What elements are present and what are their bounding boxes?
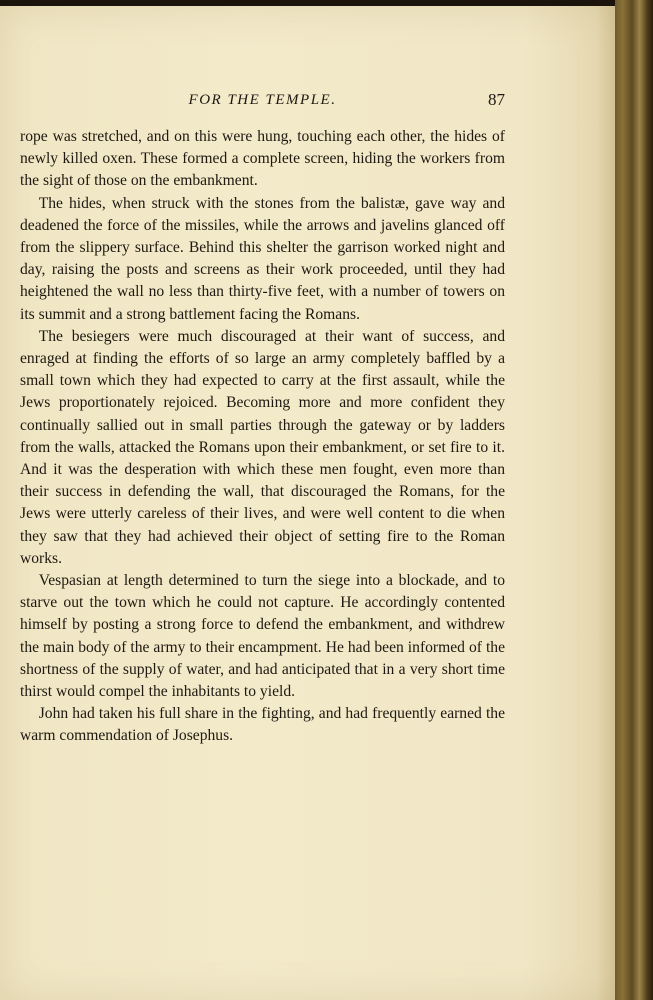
page-header <box>20 88 505 112</box>
paragraph: Vespasian at length determined to turn the siege into a blockade, and to starve out the town which he could not capture. He accordingly contented himself by posting a strong force to defend the embankment, and withdrew the main body of the army to their encampment. He had been informed of the shortness of the supply of water, and had anticipated that in a very short time thirst would compel the inhabitants to yield. <box>20 572 505 701</box>
paragraph: The hides, when struck with the stones from the balistæ, gave way and deadened the force of the missiles, while the arrows and javelins glanced off from the slippery surface. Behind this shelter the garrison worked night and day, raising the posts and screens as their work proceeded, until they had heightened the wall no less than thirty-five feet, with a number of towers on its summit and a strong battlement facing the Romans. <box>20 194 505 323</box>
page-number: 87 <box>488 90 505 109</box>
book-page <box>0 6 615 1000</box>
body-text <box>20 126 505 748</box>
paragraph: John had taken his full share in the fighting, and had frequently earned the warm commendation of Josephus. <box>20 705 505 745</box>
book-spine-edge <box>615 0 653 1000</box>
paragraph: The besiegers were much discouraged at their want of success, and enraged at finding the efforts of so large an army completely baffled by a small town which they had expected to carry at the first assault, while the Jews proportionately rejoiced. Becoming more and more confident they continually sallied out in small parties through the gateway or by ladders from the walls, attacked the Romans upon their embankment, or set fire to it. And it was the desperation with which these men fought, even more than their success in defending the wall, that discouraged the Romans, for the Jews were utterly careless of their lives, and were well content to die when they saw that they had achieved their object of setting fire to the Roman works. <box>20 327 505 567</box>
running-head: FOR THE TEMPLE. <box>188 92 337 108</box>
paragraph: rope was stretched, and on this were hung, touching each other, the hides of newly killed oxen. These formed a complete screen, hiding the workers from the sight of those on the embankment. <box>20 128 505 190</box>
